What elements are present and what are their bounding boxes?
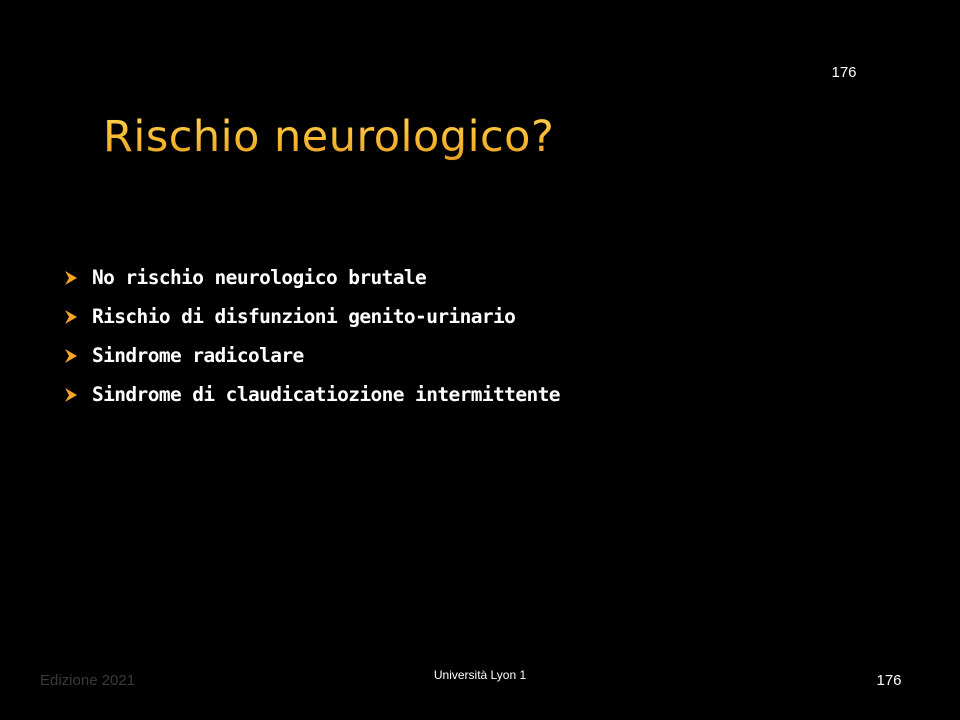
bullet-text: Sindrome di claudicatiozione intermittente <box>92 383 560 406</box>
arrow-right-icon <box>62 308 80 326</box>
arrow-right-icon <box>62 386 80 404</box>
arrow-right-icon <box>62 347 80 365</box>
bullet-item <box>62 336 560 375</box>
bullet-item <box>62 375 560 414</box>
bullet-text: Sindrome radicolare <box>92 344 304 367</box>
bullet-text: No rischio neurologico brutale <box>92 266 427 289</box>
footer-page-number: 176 <box>876 672 902 689</box>
footer-edition: Edizione 2021 <box>40 672 136 689</box>
footer-institution: Università Lyon 1 <box>433 668 527 682</box>
bullet-item <box>62 297 560 336</box>
arrow-right-icon <box>62 269 80 287</box>
bullet-item <box>62 258 560 297</box>
bullet-text: Rischio di disfunzioni genito-urinario <box>92 305 516 328</box>
slide-title: Rischio neurologico? <box>103 112 555 162</box>
top-page-number: 176 <box>831 64 857 81</box>
bullet-list <box>62 258 560 414</box>
